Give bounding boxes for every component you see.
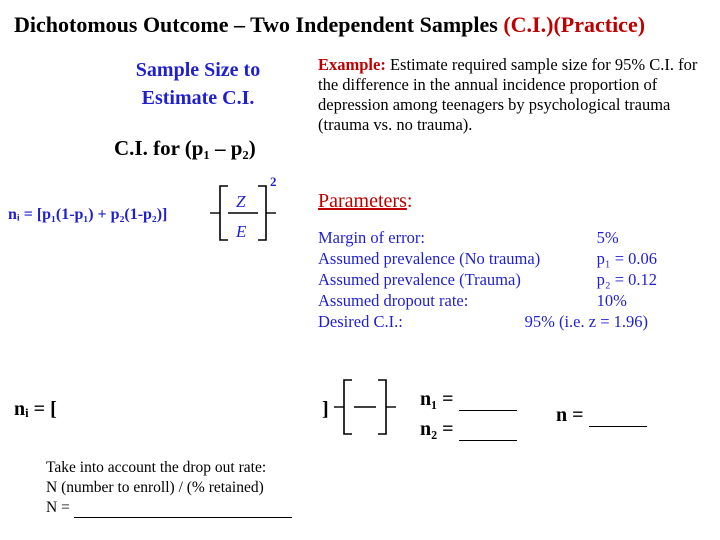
n-label: n = [556,404,584,426]
formula-exponent: 2 [270,174,277,189]
n-row [556,404,647,427]
dropout-note [46,458,292,518]
parameter-name: Assumed prevalence (No trauma) [318,249,541,268]
n-blank [589,408,647,427]
ni-practice-label: nᵢ = [ [14,398,57,420]
n1-row [420,388,517,411]
parameters-heading-colon: : [406,190,413,212]
n2-label: n₂ = [420,418,454,440]
n-enroll-blank [74,501,292,518]
parameter-name: Desired C.I.: [318,312,403,331]
n2-row [420,418,517,441]
formula-lhs: nᵢ = [p₁(1-p₁) + p₂(1-p₂)] [8,206,168,223]
parameter-row [318,290,720,311]
parameter-value: 95% (i.e. z = 1.96) [524,312,648,331]
n1-blank [459,392,517,411]
parameter-row [318,269,720,290]
note-line-3 [46,498,292,518]
title-main: Dichotomous Outcome – Two Independent Samples [14,12,504,37]
note-line-2: N (number to enroll) / (% retained) [46,479,264,496]
parameter-value: 5% [596,228,619,247]
example-text [318,55,710,135]
parameter-value: p₂ = 0.12 [596,270,658,289]
formula-denominator: E [236,222,247,241]
slide-title [14,12,645,38]
parameter-name: Assumed dropout rate: [318,291,469,310]
formula-numerator: Z [236,192,246,211]
example-body: Estimate required sample size for 95% C.I. for the difference in the annual incidence proportion of depression among teenagers by psychological trauma (trauma vs. no trauma). [318,55,698,134]
note-line-1: Take into account the drop out rate: [46,459,267,476]
heading-line-2: Estimate C.I. [141,87,255,109]
parameter-row [318,311,720,332]
section-heading [100,56,296,112]
n2-blank [459,422,517,441]
parameter-row [318,227,720,248]
parameters-table [318,227,720,332]
parameter-value: p₁ = 0.06 [596,249,658,268]
example-label: Example: [318,55,386,74]
n-enroll-label: N = [46,499,70,516]
sample-size-formula [8,206,167,224]
title-tag: (C.I.)(Practice) [503,12,646,37]
parameter-row [318,248,720,269]
heading-line-1: Sample Size to [135,59,261,81]
parameter-name: Margin of error: [318,228,425,247]
parameters-heading-text: Parameters [318,190,407,212]
practice-close-bracket: ] [322,398,329,420]
n1-label: n₁ = [420,388,454,410]
ci-label: C.I. for (p₁ – p₂) [114,136,256,160]
parameter-name: Assumed prevalence (Trauma) [318,270,521,289]
parameter-value: 10% [596,291,627,310]
practice-bracket [332,376,402,438]
parameters-heading [318,190,412,213]
